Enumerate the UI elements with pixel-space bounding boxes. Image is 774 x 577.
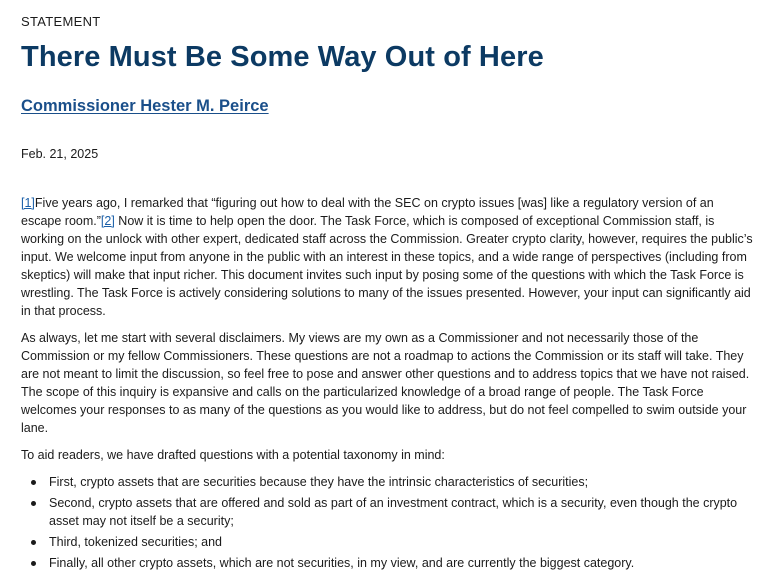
content-type-label: STATEMENT (21, 14, 101, 29)
list-item: Finally, all other crypto assets, which are not securities, in my view, and are currently the biggest category. (21, 554, 757, 572)
taxonomy-list (21, 473, 757, 572)
list-item: First, crypto assets that are securities because they have the intrinsic characteristics of securities; (21, 473, 757, 491)
paragraph-taxonomy-intro: To aid readers, we have drafted questions with a potential taxonomy in mind: (21, 448, 445, 462)
paragraph-intro-text-a: Five years ago, I remarked that “figuring out how to deal with the SEC on crypto issues [was] like a regulatory version of an escape room.” (21, 196, 714, 228)
footnote-link-2[interactable]: [2] (100, 214, 115, 228)
paragraph-intro-text-b: Now it is time to help open the door. The Task Force, which is composed of exceptional Commission staff, is working on the unlock with other expert, dedicated staff across the Commission. Greater crypto clarity, however, requires the public’s input. We welcome input from anyone in the public with an interest in these topics, and a wide range of perspectives (including from skeptics) will make that input richer. This document invites such input by posing some of the questions with which the Task Force is wrestling. The Task Force is actively considering solutions to many of the issues presented. However, your input can significantly aid in that process. (21, 214, 753, 318)
footnote-link-1[interactable]: [1] (21, 196, 35, 210)
paragraph-intro (21, 194, 757, 320)
paragraph-disclaimers: As always, let me start with several disclaimers. My views are my own as a Commissioner and not necessarily those of the Commission or my fellow Commissioners. These questions are not a roadmap to actions the Commission or its staff will take. They are not meant to limit the discussion, so feel free to pose and answer other questions and to address topics that we have not raised. The scope of this inquiry is expansive and calls on the particularized knowledge of a broad range of people. The Task Force welcomes your responses to as many of the questions as you would like to address, but do not feel compelled to swim outside your lane. (21, 331, 750, 435)
page-title: There Must Be Some Way Out of Here (21, 41, 544, 73)
statement-body (21, 194, 757, 575)
author-link[interactable]: Commissioner Hester M. Peirce (21, 97, 269, 115)
publish-date: Feb. 21, 2025 (21, 147, 99, 161)
list-item: Second, crypto assets that are offered and sold as part of an investment contract, which is a security, even though the crypto asset may not itself be a security; (21, 494, 757, 530)
list-item: Third, tokenized securities; and (21, 533, 757, 551)
